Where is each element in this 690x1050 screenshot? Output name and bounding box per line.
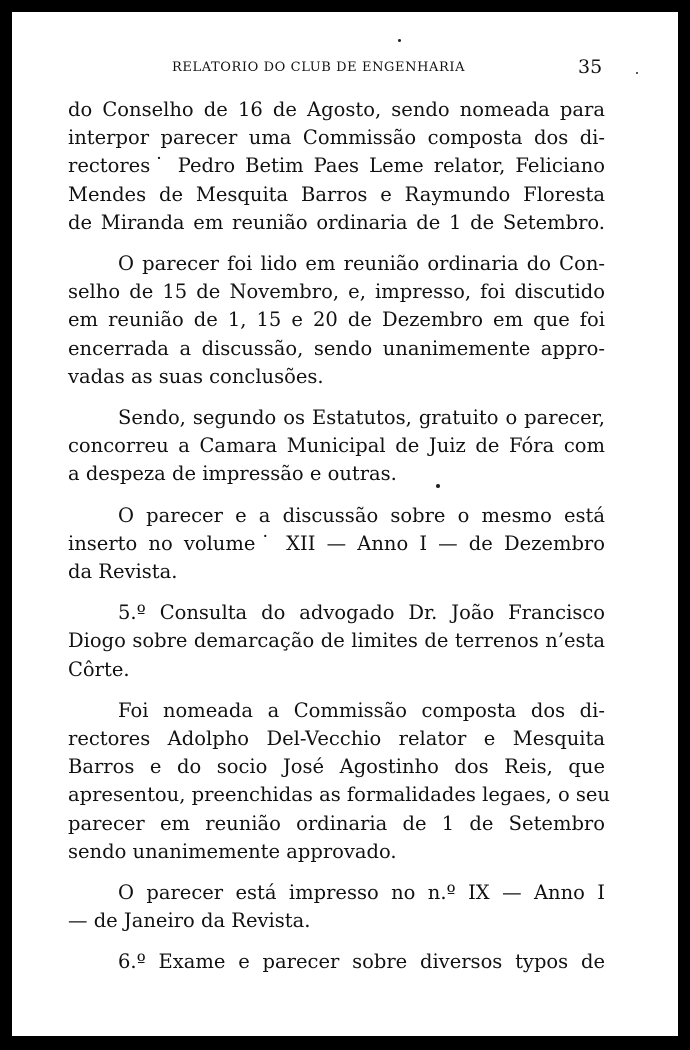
paragraph: [68, 96, 605, 237]
text-line: concorreu a Camara Municipal de Juiz de Fóra com: [68, 434, 605, 458]
text-line: parecer em reunião ordinaria de 1 de Setembro: [68, 811, 605, 835]
text-line: Barros e do socio José Agostinho dos Reis, que: [68, 755, 605, 779]
paragraph: [68, 250, 605, 391]
text-line: O parecer está impresso no n.º IX — Anno I: [118, 881, 605, 905]
paragraph: [68, 948, 605, 976]
paragraph: [68, 599, 605, 684]
text-line: Foi nomeada a Commissão composta dos di-: [118, 698, 605, 722]
text-line: rectores Adolpho Del-Vecchio relator e Mesquita: [68, 727, 605, 751]
text-line: rectores˙ Pedro Betim Paes Leme relator, Feliciano: [68, 154, 605, 178]
text-line: a despeza de impressão e outras.: [68, 462, 397, 486]
text-line: sendo unanimemente approvado.: [68, 839, 397, 863]
text-line: Mendes de Mesquita Barros e Raymundo Floresta: [68, 182, 605, 206]
text-line: selho de 15 de Novembro, e, impresso, foi discutido: [68, 280, 605, 304]
body-text: [68, 96, 610, 990]
text-line: apresentou, preenchidas as formalidades legaes, o seu: [68, 783, 610, 807]
page-header: [12, 56, 678, 86]
text-line: de Miranda em reunião ordinaria de 1 de Setembro.: [68, 210, 605, 234]
paragraph: [68, 697, 610, 866]
text-line: O parecer e a discussão sobre o mesmo está: [118, 503, 605, 527]
paragraph: [68, 502, 605, 587]
book-page: [12, 12, 678, 1036]
text-line: Diogo sobre demarcação de limites de terrenos n’esta: [68, 629, 605, 653]
text-line: do Conselho de 16 de Agosto, sendo nomeada para: [68, 98, 605, 121]
text-line: 5.º Consulta do advogado Dr. João Francisco: [118, 601, 605, 625]
text-line: da Revista.: [68, 560, 178, 584]
text-line: 6.º Exame e parecer sobre diversos typos de: [118, 950, 605, 974]
text-line: Sendo, segundo os Estatutos, gratuito o parecer,: [118, 406, 605, 430]
text-line: O parecer foi lido em reunião ordinaria do Con-: [118, 252, 605, 276]
running-title: RELATORIO DO CLUB DE ENGENHARIA: [172, 60, 466, 75]
page-number: 35: [578, 56, 603, 78]
text-line: Côrte.: [68, 657, 130, 681]
text-line: interpor parecer uma Commissão composta dos di-: [68, 126, 605, 150]
ink-speck: [636, 72, 638, 74]
text-line: vadas as suas conclusões.: [68, 364, 324, 388]
text-line: — de Janeiro da Revista.: [68, 909, 311, 933]
ink-speck: [398, 39, 401, 42]
text-line: encerrada a discussão, sendo unanimemente appro-: [68, 336, 605, 360]
paragraph: [68, 404, 605, 489]
text-line: inserto no volume˙ XII — Anno I — de Dezembro: [68, 531, 605, 555]
text-line: em reunião de 1, 15 e 20 de Dezembro em que foi: [68, 308, 605, 332]
paragraph: [68, 879, 605, 935]
